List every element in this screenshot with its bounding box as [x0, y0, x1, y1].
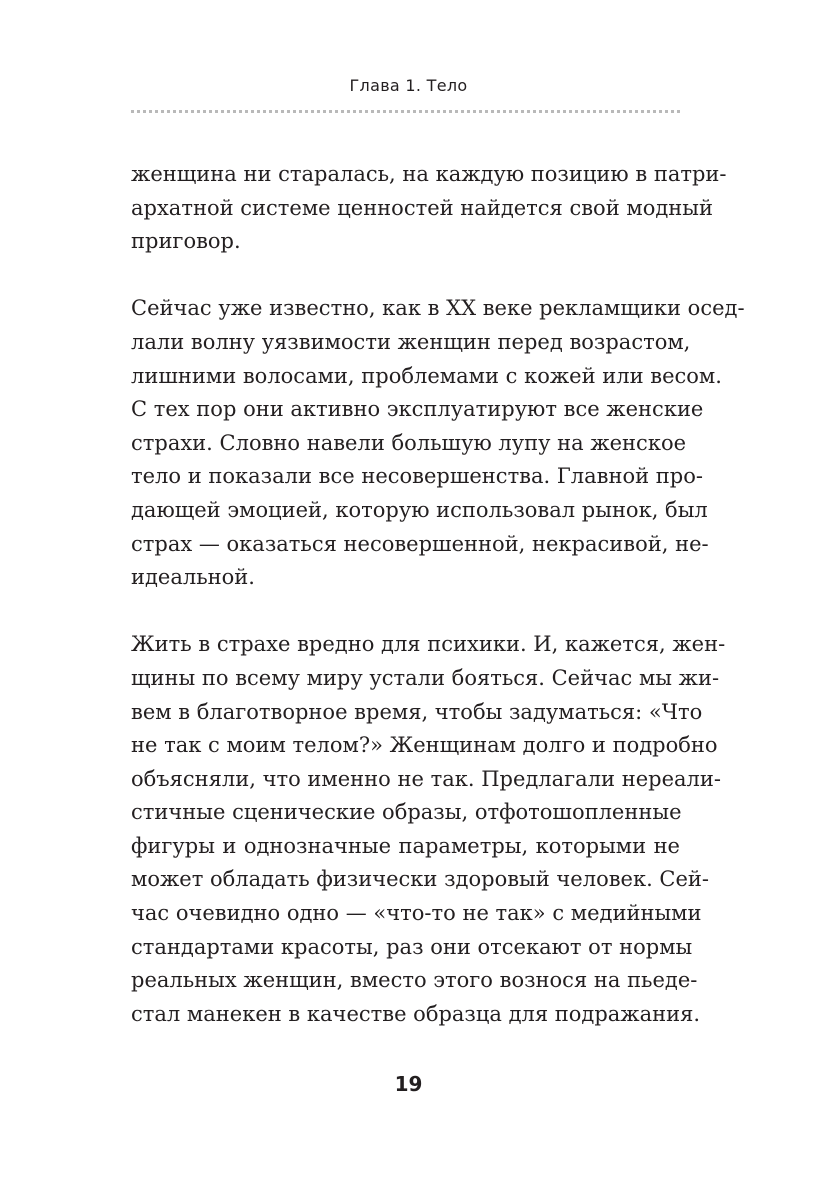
text-line: час очевидно одно — «что-то не так» с медийными — [131, 901, 702, 926]
text-line: щины по всему миру устали бояться. Сейчас мы жи- — [131, 665, 720, 690]
text-line: может обладать физически здоровый человек. Сей- — [131, 867, 710, 892]
text-line: объясняли, что именно не так. Предлагали нереали- — [131, 766, 721, 791]
text-line: страхи. Словно навели большую лупу на женское — [131, 430, 687, 455]
text-line: женщина ни старалась, на каждую позицию в патри- — [131, 162, 727, 186]
text-line: реальных женщин, вместо этого вознося на пьеде- — [131, 968, 698, 993]
text-line: дающей эмоцией, которую использовал рынок, был — [131, 497, 708, 522]
text-line: С тех пор они активно эксплуатируют все женские — [131, 397, 704, 422]
text-line: страх — оказаться несовершенной, некрасивой, не- — [131, 531, 709, 556]
text-line: Жить в страхе вредно для психики. И, кажется, жен- — [131, 632, 726, 657]
text-line: вем в благотворное время, чтобы задуматься: «Что — [131, 699, 703, 724]
paragraph-3 — [131, 628, 726, 1031]
running-head: Глава 1. Тело — [349, 76, 468, 95]
paragraph-2 — [131, 292, 745, 594]
text-line: архатной системе ценностей найдется свой модный — [131, 195, 713, 220]
text-line: фигуры и однозначные параметры, которыми не — [131, 833, 680, 858]
text-line: стандартами красоты, раз они отсекают от нормы — [131, 934, 693, 959]
paragraph-spacer — [131, 595, 680, 629]
text-line: лишними волосами, проблемами с кожей или весом. — [131, 363, 722, 388]
paragraph-spacer — [131, 259, 680, 293]
page-number: 19 — [394, 1072, 423, 1096]
dotted-rule — [131, 110, 680, 113]
text-line: приговор. — [131, 229, 241, 254]
text-line: лали волну уязвимости женщин перед возрастом, — [131, 329, 691, 354]
paragraph-1 — [131, 158, 727, 259]
text-line: не так с моим телом?» Женщинам долго и подробно — [131, 733, 718, 758]
text-line: стал манекен в качестве образца для подражания. — [131, 1001, 701, 1026]
body-text — [131, 158, 745, 1031]
text-line: тело и показали все несовершенства. Главной про- — [131, 464, 703, 489]
text-line: идеальной. — [131, 565, 255, 590]
text-line: Сейчас уже известно, как в XX веке рекламщики осед- — [131, 296, 745, 321]
text-line: стичные сценические образы, отфотошопленные — [131, 800, 682, 825]
